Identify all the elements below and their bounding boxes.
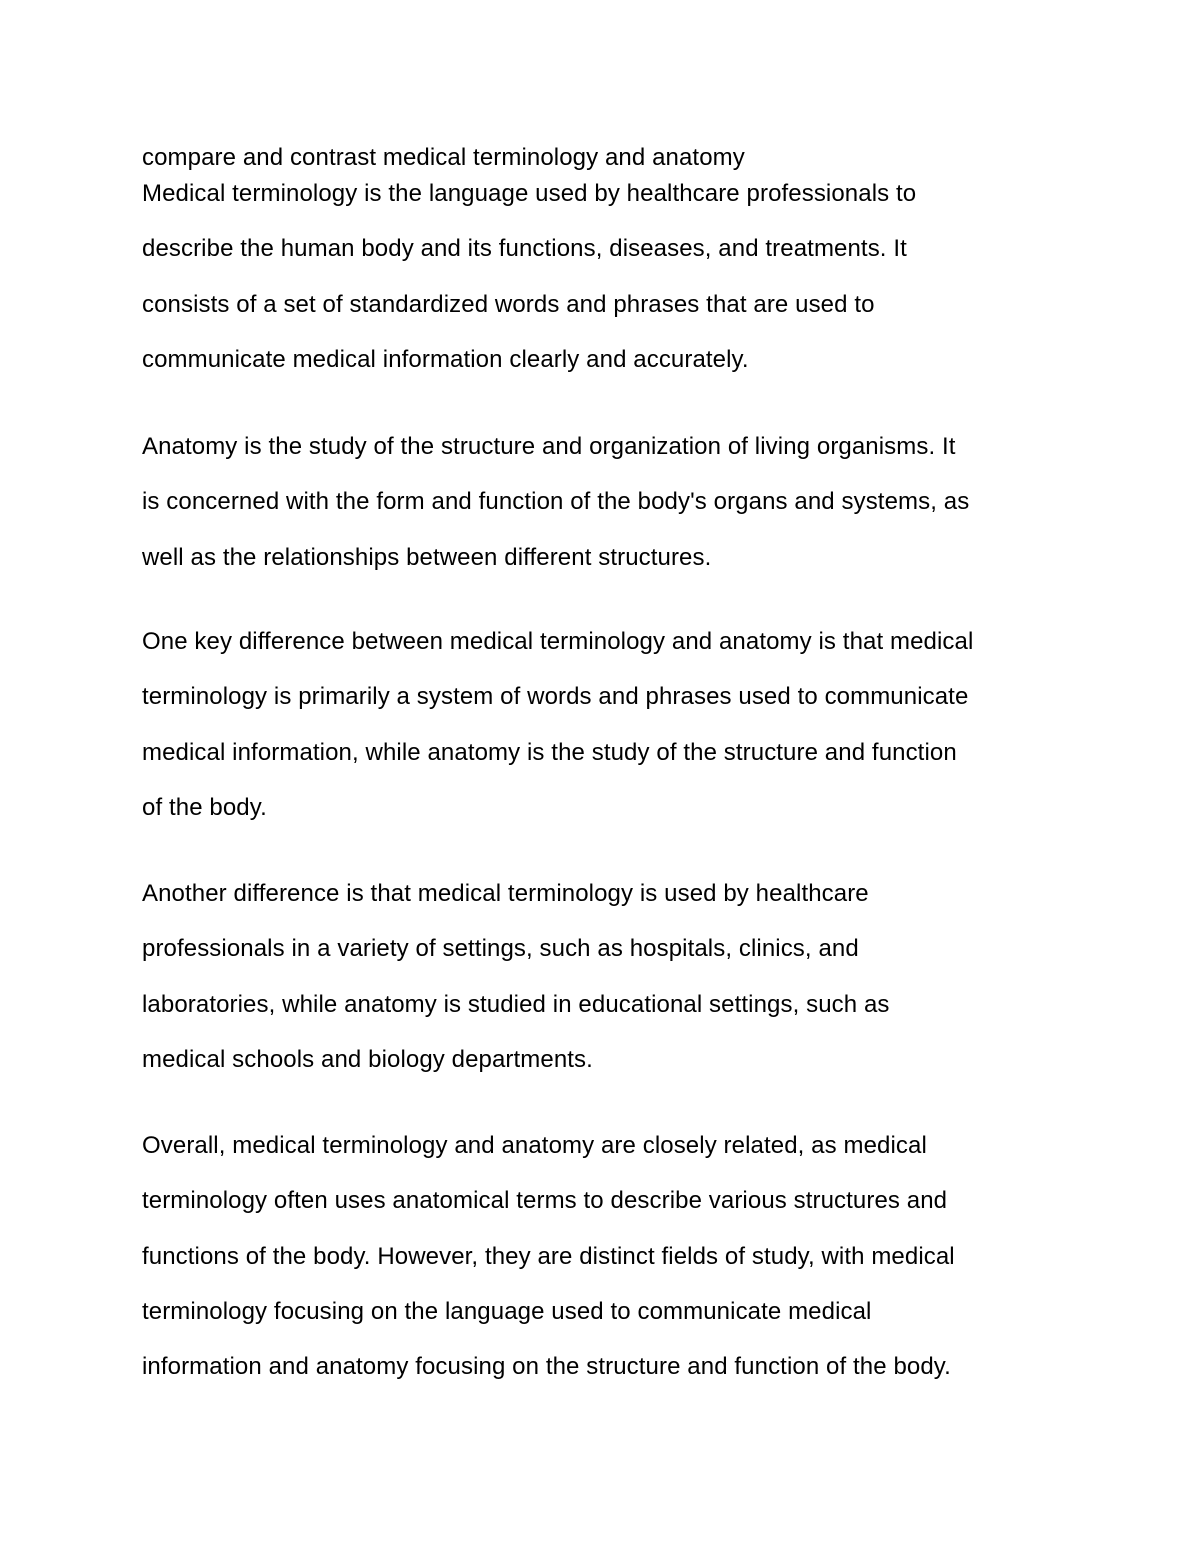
paragraph-line: medical schools and biology departments. [142,1045,593,1073]
paragraph-medical-terminology [142,178,1102,399]
paragraph-line: terminology is primarily a system of words and phrases used to communicate [142,683,969,711]
paragraph-line: Anatomy is the study of the structure and organization of living organisms. It [142,433,956,460]
paragraph-line: terminology often uses anatomical terms to describe various structures and [142,1187,948,1215]
paragraph-line: of the body. [142,793,267,821]
paragraph-line: is concerned with the form and function of the body's organs and systems, as [142,488,970,516]
paragraph-line: medical information, while anatomy is the study of the structure and function [142,738,957,766]
paragraph-line: One key difference between medical terminology and anatomy is that medical [142,628,974,655]
paragraph-line: terminology focusing on the language used to communicate medical [142,1297,872,1325]
paragraph-anatomy [142,431,1102,597]
paragraph-line: Overall, medical terminology and anatomy are closely related, as medical [142,1132,927,1159]
paragraph-line: professionals in a variety of settings, such as hospitals, clinics, and [142,935,859,963]
paragraph-line: describe the human body and its functions, diseases, and treatments. It [142,235,907,263]
paragraph-line: functions of the body. However, they are distinct fields of study, with medical [142,1242,955,1270]
paragraph-line: Medical terminology is the language used by healthcare professionals to [142,180,917,207]
paragraph-line: laboratories, while anatomy is studied in educational settings, such as [142,990,890,1018]
paragraph-line: Another difference is that medical terminology is used by healthcare [142,880,869,907]
document-title: compare and contrast medical terminology and anatomy [142,144,745,171]
paragraph-line: consists of a set of standardized words and phrases that are used to [142,290,875,318]
paragraph-overall [142,1130,1102,1406]
paragraph-line: information and anatomy focusing on the structure and function of the body. [142,1353,951,1381]
paragraph-line: well as the relationships between different structures. [142,543,712,571]
paragraph-another-difference [142,878,1102,1099]
paragraph-key-difference [142,626,1102,847]
paragraph-line: communicate medical information clearly and accurately. [142,345,749,373]
